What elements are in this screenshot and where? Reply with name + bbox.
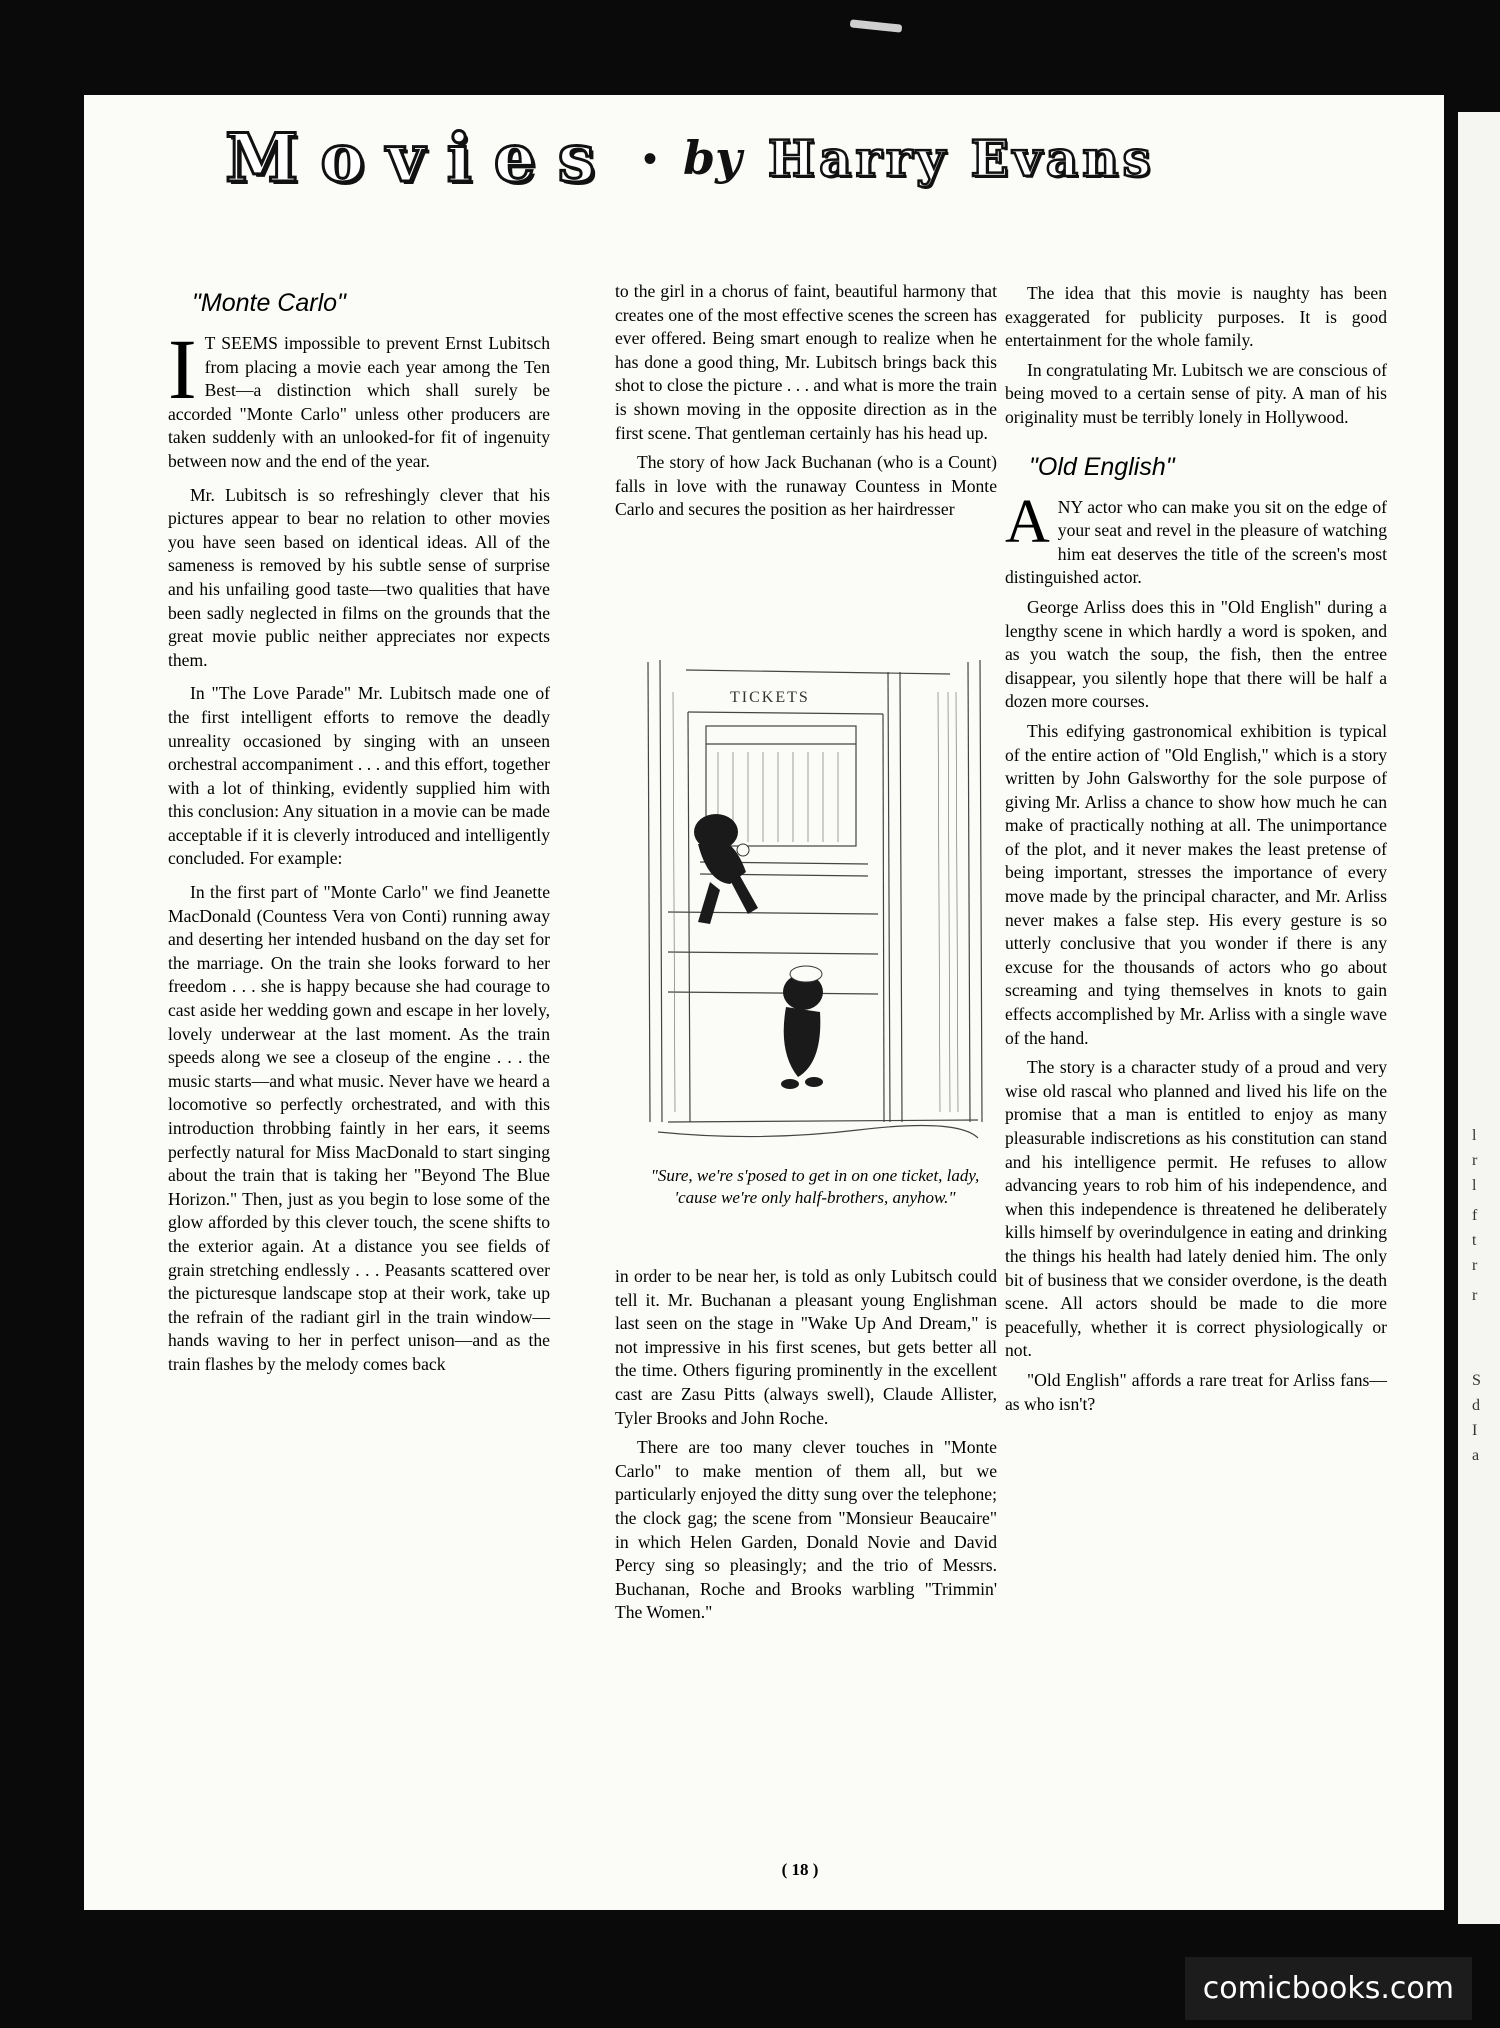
article-paragraph: In "The Love Parade" Mr. Lubitsch made one of the first intelligent efforts to remove the deadly unreality occasioned by singing with an unseen orchestral accompaniment . . . and this effort, together with a lot of thinking, evidently supplied him with this conclusion: Any situation in a movie can be made acceptable if it is cleverly introduced and intelligently concluded. For example: (168, 683, 550, 869)
article-paragraph: George Arliss does this in "Old English" during a lengthy scene in which hardly a word is spoken, and as you watch the soup, the fish, then the entree disappear, you silently hope that there will be half a dozen more courses. (1005, 596, 1387, 712)
cartoon-illustration (638, 652, 992, 1152)
tickets-sign: TICKETS (730, 689, 810, 706)
masthead-separator: • (642, 135, 657, 181)
article-paragraph: In congratulating Mr. Lubitsch we are conscious of being moved to a certain sense of pity. A man of his originality must be terribly lonely in Hollywood. (1005, 359, 1387, 427)
adjacent-page-edge: l r l f t r r S d I a (1458, 112, 1500, 1924)
masthead-title: Movies (225, 119, 617, 197)
article-paragraph: to the girl in a chorus of faint, beautiful harmony that creates one of the most effective scenes the screen has ever offered. Being smart enough to realize when he has done a good thing, Mr. Lubitsch brings back this shot to close the picture . . . and what is more the train is shown moving in the opposite direction as in the first scene. That gentleman certainly has his head up. (615, 281, 997, 443)
site-watermark: comicbooks.com (1185, 1957, 1472, 2020)
article-paragraph: in order to be near her, is told as only Lubitsch could tell it. Mr. Buchanan a pleasant young Englishman last seen on the stage in "Wake Up And Dream," is not impressive in his first scenes, but gets better all the time. Others figuring prominently in the excellent cast are Zasu Pitts (always swell), Claude Allister, Tyler Brooks and John Roche. (615, 1266, 997, 1428)
column-middle-bottom (615, 1265, 997, 1631)
article-paragraph: Mr. Lubitsch is so refreshingly clever that his pictures appear to bear no relation to other movies you have seen based on identical ideas. All of the sameness is removed by his subtle sense of surprise and his unfailing good taste—two qualities that have been sadly neglected in films on the grounds that the great movie public neither appreciates nor expects them. (168, 484, 550, 670)
article-paragraph: The idea that this movie is naughty has been exaggerated for publicity purposes. It is good entertainment for the whole family. (1005, 283, 1387, 351)
article-paragraph: This edifying gastronomical exhibition is typical of the entire action of "Old English," which is a story written by John Galsworthy for the sole purpose of giving Mr. Arliss a chance to show how much he can make of practically nothing at all. The unimportance of the plot, and it never makes the least pretense of being important, stresses the importance of every move made by the principal character, and Mr. Arliss never makes a false step. His every gesture is so utterly conclusive that you wonder if there is any excuse for the thousands of actors who go about screaming and tying themselves in knots to gain effects accomplished by Mr. Arliss with a single wave of the hand. (1005, 720, 1387, 1048)
article-paragraph: The story is a character study of a proud and very wise old rascal who planned and lived his life on the promise that a man is entitled to enjoy as many pleasurable indiscretions as his constitution can stand and his intelligence permit. He refuses to allow advancing years to rob him of his independence, and when this independence is threatened he deliberately kills himself by overindulgence in eating and drinking the things his health had lately denied him. The only bit of business that we consider overdone, is the death scene. All actors should be made to die more peacefully, whether it is correct physiologically or not. (1005, 1057, 1387, 1361)
scan-artifact (850, 19, 903, 32)
drop-cap: I (168, 321, 197, 417)
masthead (130, 110, 1250, 206)
section-heading-old-english: "Old English" (1029, 452, 1175, 481)
article-paragraph: I T SEEMS impossible to prevent Ernst Lubitsch from placing a movie each year among the Ten Best—a distinction which shall surely be accorded "Monte Carlo" unless other producers are taken suddenly with an unlooked-for fit of ingenuity between now and the end of the year. (168, 321, 550, 471)
column-right (1005, 282, 1387, 1422)
page-number: ( 18 ) (781, 1860, 819, 1879)
drop-cap: A (1005, 487, 1050, 556)
article-paragraph: "Old English" affords a rare treat for Arliss fans—as who isn't? (1005, 1369, 1387, 1414)
section-heading-monte-carlo: "Monte Carlo" (192, 289, 346, 317)
column-left (168, 282, 550, 1383)
byline-prefix: by (682, 131, 742, 185)
article-paragraph: ANY actor who can make you sit on the edge of your seat and revel in the pleasure of watching him eat deserves the title of the screen's most distinguished actor. (1005, 487, 1387, 588)
article-paragraph: In the first part of "Monte Carlo" we find Jeanette MacDonald (Countess Vera von Conti) running away and deserting her intended husband on the day set for the marriage. On the train she looks forward to her freedom . . . she is happy because she had courage to cast aside her wedding gown and escape in her lovely, lovely underwear at the last moment. As the train speeds along we see a closeup of the engine . . . the music starts—and what music. Never have we heard a locomotive so perfectly orchestrated, and with this introduction throbbing faintly in her ears, it seems perfectly natural for Miss MacDonald to start singing about the train that is taking her "Beyond The Blue Horizon." Then, just as you begin to lose some of the glow afforded by this clever touch, the scene shifts to the exterior again. At a distance you see fields of grain stretching endlessly . . . Peasants scattered over the picturesque landscape stop at their work, take up the refrain of the radiant girl in the train window—hands waving to her in perfect unison—and as the train flashes by the melody comes back (168, 882, 550, 1374)
author-name: Harry Evans (767, 128, 1155, 188)
column-middle-top (615, 280, 997, 528)
article-paragraph: The story of how Jack Buchanan (who is a Count) falls in love with the runaway Countess in Monte Carlo and secures the position as her hairdresser (615, 452, 997, 520)
illustration-caption: "Sure, we're s'posed to get in on one ticket, lady, 'cause we're only half-brothers, anyhow." (650, 1166, 980, 1207)
article-paragraph: There are too many clever touches in "Monte Carlo" to make mention of them all, but we particularly enjoyed the ditty sung over the telephone; the clock gag; the scene from "Monsieur Beaucaire" in which Helen Garden, Donald Novie and David Percy sing so pleasingly; and the trio of Messrs. Buchanan, Roche and Brooks warbling "Trimmin' The Women." (615, 1437, 997, 1623)
